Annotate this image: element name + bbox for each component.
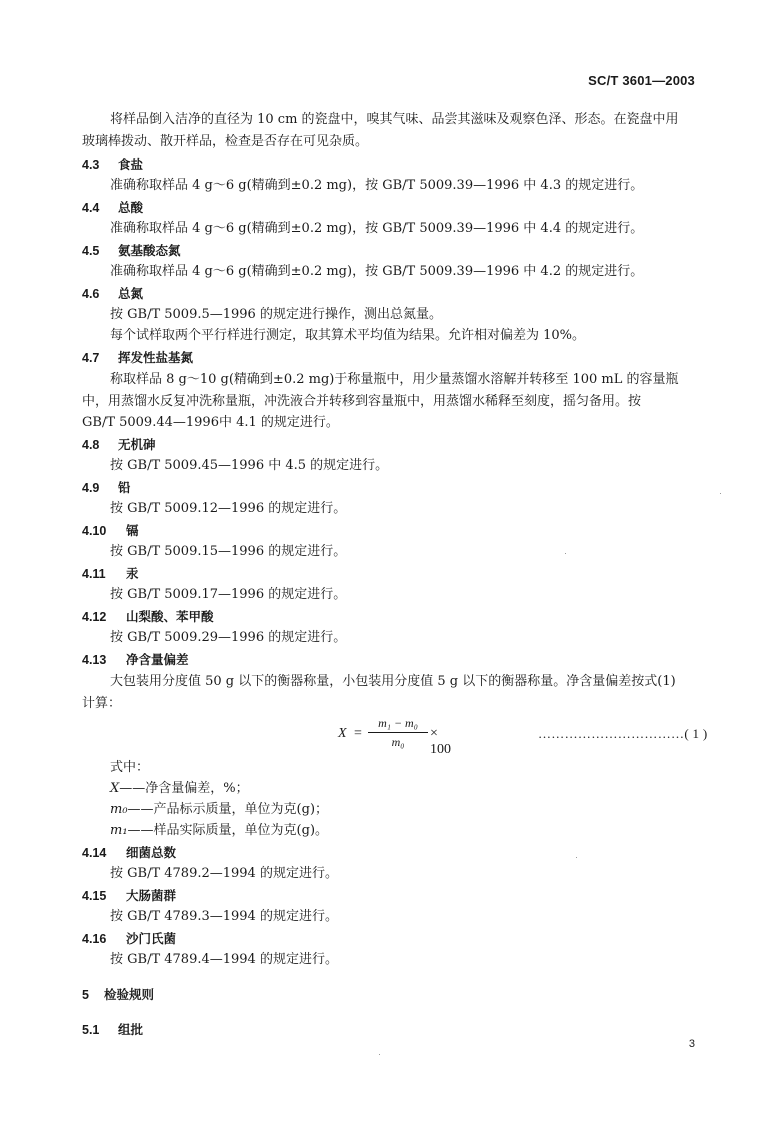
- section-body-coliforms: 按 GB/T 4789.3—1994 的规定进行。: [110, 909, 338, 924]
- section-body-inorganic-arsenic: 按 GB/T 5009.45—1996 中 4.5 的规定进行。: [110, 458, 389, 473]
- section-title-salt: 食盐: [118, 157, 144, 172]
- intro-line-2: 玻璃棒拨动、散开样品，检查是否存在可见杂质。: [82, 134, 369, 149]
- section-body-tvbn-1: 称取样品 8 g～10 g(精确到±0.2 mg)于称量瓶中，用少量蒸馏水溶解并转移至 100 mL 的容量瓶: [110, 372, 679, 387]
- section-body-net-content-2: 计算：: [82, 696, 122, 711]
- section-title-mercury: 汞: [126, 566, 139, 581]
- section-title-net-content-deviation: 净含量偏差: [126, 652, 189, 667]
- where-line-m0: [110, 802, 328, 818]
- fraction-bar: [368, 732, 428, 733]
- section-title-total-acid: 总酸: [118, 200, 144, 215]
- section-number-4-5: 4.5: [82, 244, 100, 258]
- chapter-number-5: 5: [82, 988, 89, 1002]
- section-title-total-nitrogen: 总氮: [118, 286, 144, 301]
- section-body-salmonella: 按 GB/T 4789.4—1994 的规定进行。: [110, 952, 338, 967]
- formula-leader-dots: ……………………………: [538, 726, 685, 741]
- section-number-4-13: 4.13: [82, 653, 107, 667]
- section-body-total-bacteria: 按 GB/T 4789.2—1994 的规定进行。: [110, 866, 338, 881]
- section-number-4-9: 4.9: [82, 481, 100, 495]
- scan-speck: [576, 857, 577, 858]
- formula-lhs: X: [338, 726, 347, 741]
- section-number-4-8: 4.8: [82, 438, 100, 452]
- section-number-4-10: 4.10: [82, 524, 107, 538]
- var-x: X: [110, 781, 120, 796]
- var-m1-desc: ——样品实际质量，单位为克(g)。: [127, 823, 329, 838]
- section-number-4-14: 4.14: [82, 846, 107, 860]
- formula-label-row: [538, 726, 707, 742]
- standard-code-header: SC/T 3601—2003: [588, 73, 695, 88]
- section-title-cadmium: 镉: [126, 523, 139, 538]
- section-title-amino-nitrogen: 氨基酸态氮: [118, 243, 181, 258]
- section-body-amino-nitrogen: 准确称取样品 4 g～6 g(精确到±0.2 mg)，按 GB/T 5009.39—1996 中 4.2 的规定进行。: [110, 264, 644, 279]
- section-body-mercury: 按 GB/T 5009.17—1996 的规定进行。: [110, 587, 347, 602]
- section-body-total-nitrogen-2: 每个试样取两个平行样进行测定，取其算术平均值为结果。允许相对偏差为 10%。: [110, 328, 586, 343]
- section-title-lead: 铅: [118, 480, 131, 495]
- section-body-total-acid: 准确称取样品 4 g～6 g(精确到±0.2 mg)，按 GB/T 5009.39—1996 中 4.4 的规定进行。: [110, 221, 644, 236]
- section-number-4-3: 4.3: [82, 158, 100, 172]
- section-body-net-content-1: 大包装用分度值 50 g 以下的衡器称量，小包装用分度值 5 g 以下的衡器称量。净含量偏差按式(1): [110, 674, 676, 689]
- formula-denominator: m₀: [391, 735, 405, 749]
- section-number-4-4: 4.4: [82, 201, 100, 215]
- where-line-m1: [110, 823, 328, 839]
- var-x-desc: ——净含量偏差，%；: [119, 781, 249, 796]
- section-title-batching: 组批: [118, 1022, 144, 1037]
- section-number-5-1: 5.1: [82, 1023, 100, 1037]
- section-title-salmonella: 沙门氏菌: [126, 931, 177, 946]
- section-number-4-16: 4.16: [82, 932, 107, 946]
- section-body-sorbic-benzoic-acid: 按 GB/T 5009.29—1996 的规定进行。: [110, 630, 347, 645]
- section-title-inorganic-arsenic: 无机砷: [118, 437, 156, 452]
- var-m0: m₀: [110, 802, 128, 817]
- where-intro: 式中：: [110, 760, 150, 775]
- scan-speck: [565, 553, 566, 554]
- section-number-4-6: 4.6: [82, 287, 100, 301]
- formula-fraction: [368, 716, 428, 749]
- section-number-4-12: 4.12: [82, 610, 107, 624]
- var-m1: m₁: [110, 823, 128, 838]
- section-body-salt: 准确称取样品 4 g～6 g(精确到±0.2 mg)，按 GB/T 5009.39—1996 中 4.3 的规定进行。: [110, 178, 644, 193]
- intro-line-1: 将样品倒入洁净的直径为 10 cm 的瓷盘中，嗅其气味、品尝其滋味及观察色泽、形态。在瓷盘中用: [110, 112, 679, 127]
- section-title-volatile-base-nitrogen: 挥发性盐基氮: [118, 350, 194, 365]
- formula-equals: =: [354, 726, 362, 741]
- section-number-4-15: 4.15: [82, 889, 107, 903]
- scan-speck: [720, 493, 721, 494]
- section-body-cadmium: 按 GB/T 5009.15—1996 的规定进行。: [110, 544, 347, 559]
- section-body-tvbn-2: 中，用蒸馏水反复冲洗称量瓶，冲洗液合并转移到容量瓶中，用蒸馏水稀释至刻度，摇匀备用。按: [82, 394, 642, 409]
- formula-label: ( 1 ): [684, 726, 708, 741]
- formula-numerator: m₁ − m₀: [378, 716, 418, 730]
- section-body-lead: 按 GB/T 5009.12—1996 的规定进行。: [110, 501, 347, 516]
- section-number-4-11: 4.11: [82, 567, 106, 581]
- formula-multiplier: × 100: [430, 726, 451, 757]
- section-body-tvbn-3: GB/T 5009.44—1996中 4.1 的规定进行。: [82, 415, 339, 430]
- section-title-coliforms: 大肠菌群: [126, 888, 177, 903]
- section-body-total-nitrogen-1: 按 GB/T 5009.5—1996 的规定进行操作，测出总氮量。: [110, 307, 442, 322]
- section-number-4-7: 4.7: [82, 351, 100, 365]
- chapter-title-inspection-rules: 检验规则: [104, 987, 155, 1002]
- section-title-total-bacteria: 细菌总数: [126, 845, 177, 860]
- page-number: 3: [688, 1038, 695, 1050]
- var-m0-desc: ——产品标示质量，单位为克(g)；: [127, 802, 329, 817]
- where-line-x: [110, 781, 249, 797]
- section-title-sorbic-benzoic-acid: 山梨酸、苯甲酸: [126, 609, 214, 624]
- scan-speck: [379, 1054, 380, 1055]
